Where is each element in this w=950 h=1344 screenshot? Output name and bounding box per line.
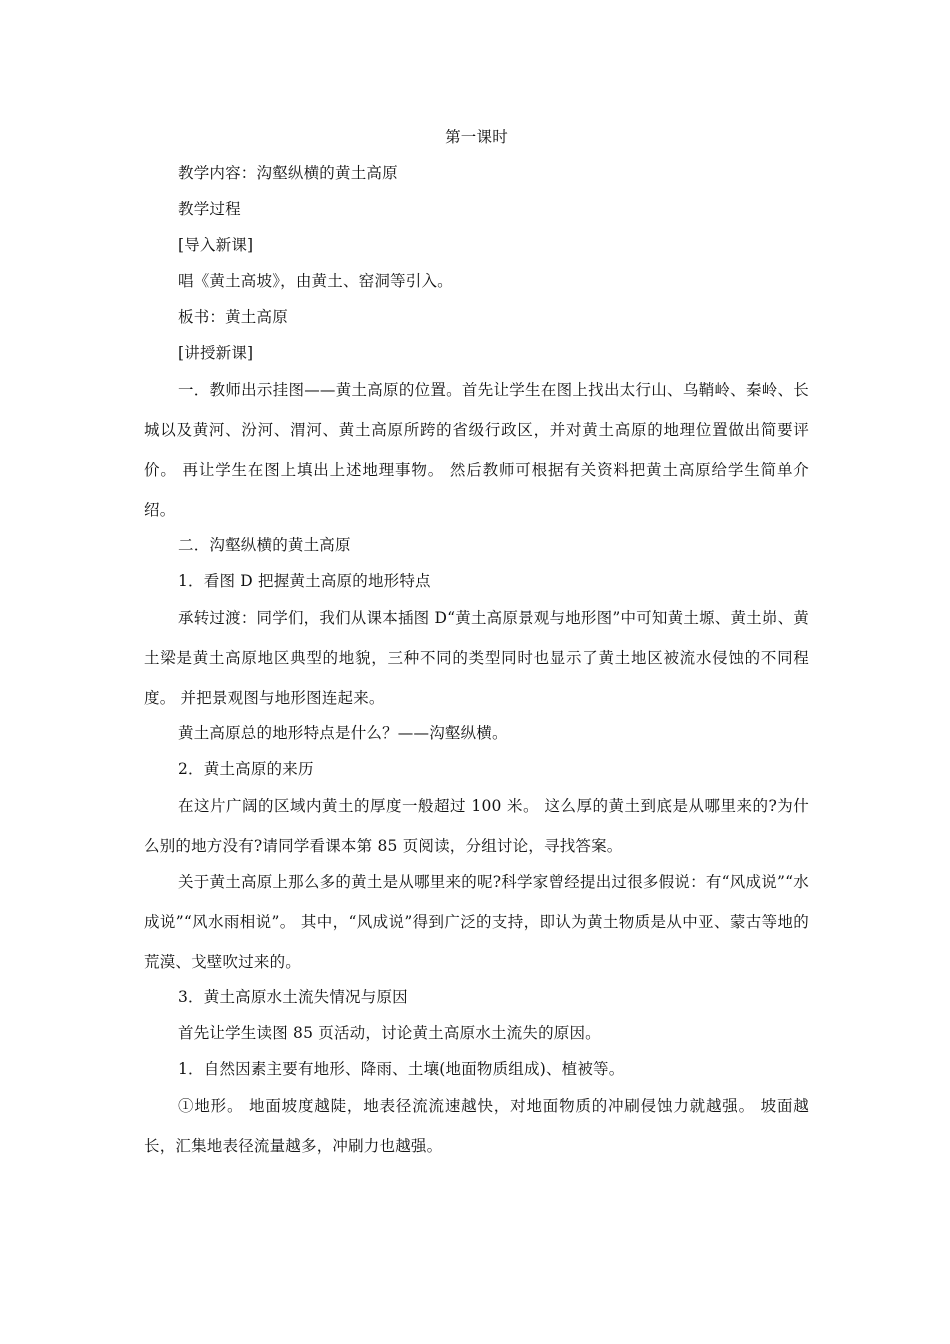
paragraph-landform-heading: 1．看图 D 把握黄土高原的地形特点 [178, 572, 431, 590]
paragraph-teaching-content: 教学内容：沟壑纵横的黄土高原 [178, 164, 398, 182]
paragraph-intro-heading: [导入新课] [178, 236, 254, 254]
paragraph-section-two-heading: 二．沟壑纵横的黄土高原 [178, 536, 351, 554]
paragraph-board-writing: 板书：黄土高原 [178, 308, 288, 326]
document-body [144, 124, 809, 1168]
paragraph-landform-feature: 黄土高原总的地形特点是什么？——沟壑纵横。 [178, 724, 508, 742]
paragraph-origin-heading: 2．黄土高原的来历 [178, 760, 314, 778]
paragraph-intro-song: 唱《黄土高坡》，由黄土、窑洞等引入。 [178, 272, 453, 290]
paragraph-loess-thickness: 在这片广阔的区域内黄土的厚度一般超过 100 米。 这么厚的黄土到底是从哪里来的?为什么别的地方没有?请同学看课本第 85 页阅读，分组讨论，寻找答案。 [144, 797, 809, 855]
paragraph-terrain-factor: ①地形。 地面坡度越陡，地表径流流速越快，对地面物质的冲刷侵蚀力就越强。 坡面越长，汇集地表径流量越多，冲刷力也越强。 [144, 1097, 809, 1155]
paragraph-natural-factors: 1．自然因素主要有地形、降雨、土壤(地面物质组成)、植被等。 [178, 1060, 625, 1078]
paragraph-loess-hypotheses: 关于黄土高原上那么多的黄土是从哪里来的呢?科学家曾经提出过很多假说：有“风成说”“水成说”“风水雨相说”。 其中，“风成说”得到广泛的支持，即认为黄土物质是从中亚、蒙古等地的荒漠、戈壁吹过来的。 [144, 873, 809, 971]
paragraph-new-lesson-heading: [讲授新课] [178, 344, 254, 362]
paragraph-erosion-heading: 3．黄土高原水土流失情况与原因 [178, 988, 408, 1006]
paragraph-erosion-activity: 首先让学生读图 85 页活动，讨论黄土高原水土流失的原因。 [178, 1024, 601, 1042]
paragraph-section-one: 一．教师出示挂图——黄土高原的位置。首先让学生在图上找出太行山、乌鞘岭、秦岭、长城以及黄河、汾河、渭河、黄土高原所跨的省级行政区，并对黄土高原的地理位置做出简要评价。 再让学生在图上填出上述地理事物。 然后教师可根据有关资料把黄土高原给学生简单介绍。 [144, 381, 809, 519]
paragraph-teaching-process: 教学过程 [178, 200, 241, 218]
lesson-title: 第一课时 [445, 128, 508, 146]
paragraph-transition: 承转过渡：同学们，我们从课本插图 D“黄土高原景观与地形图”中可知黄土塬、黄土峁、黄土梁是黄土高原地区典型的地貌，三种不同的类型同时也显示了黄土地区被流水侵蚀的不同程度。 并把景观图与地形图连起来。 [144, 609, 809, 707]
